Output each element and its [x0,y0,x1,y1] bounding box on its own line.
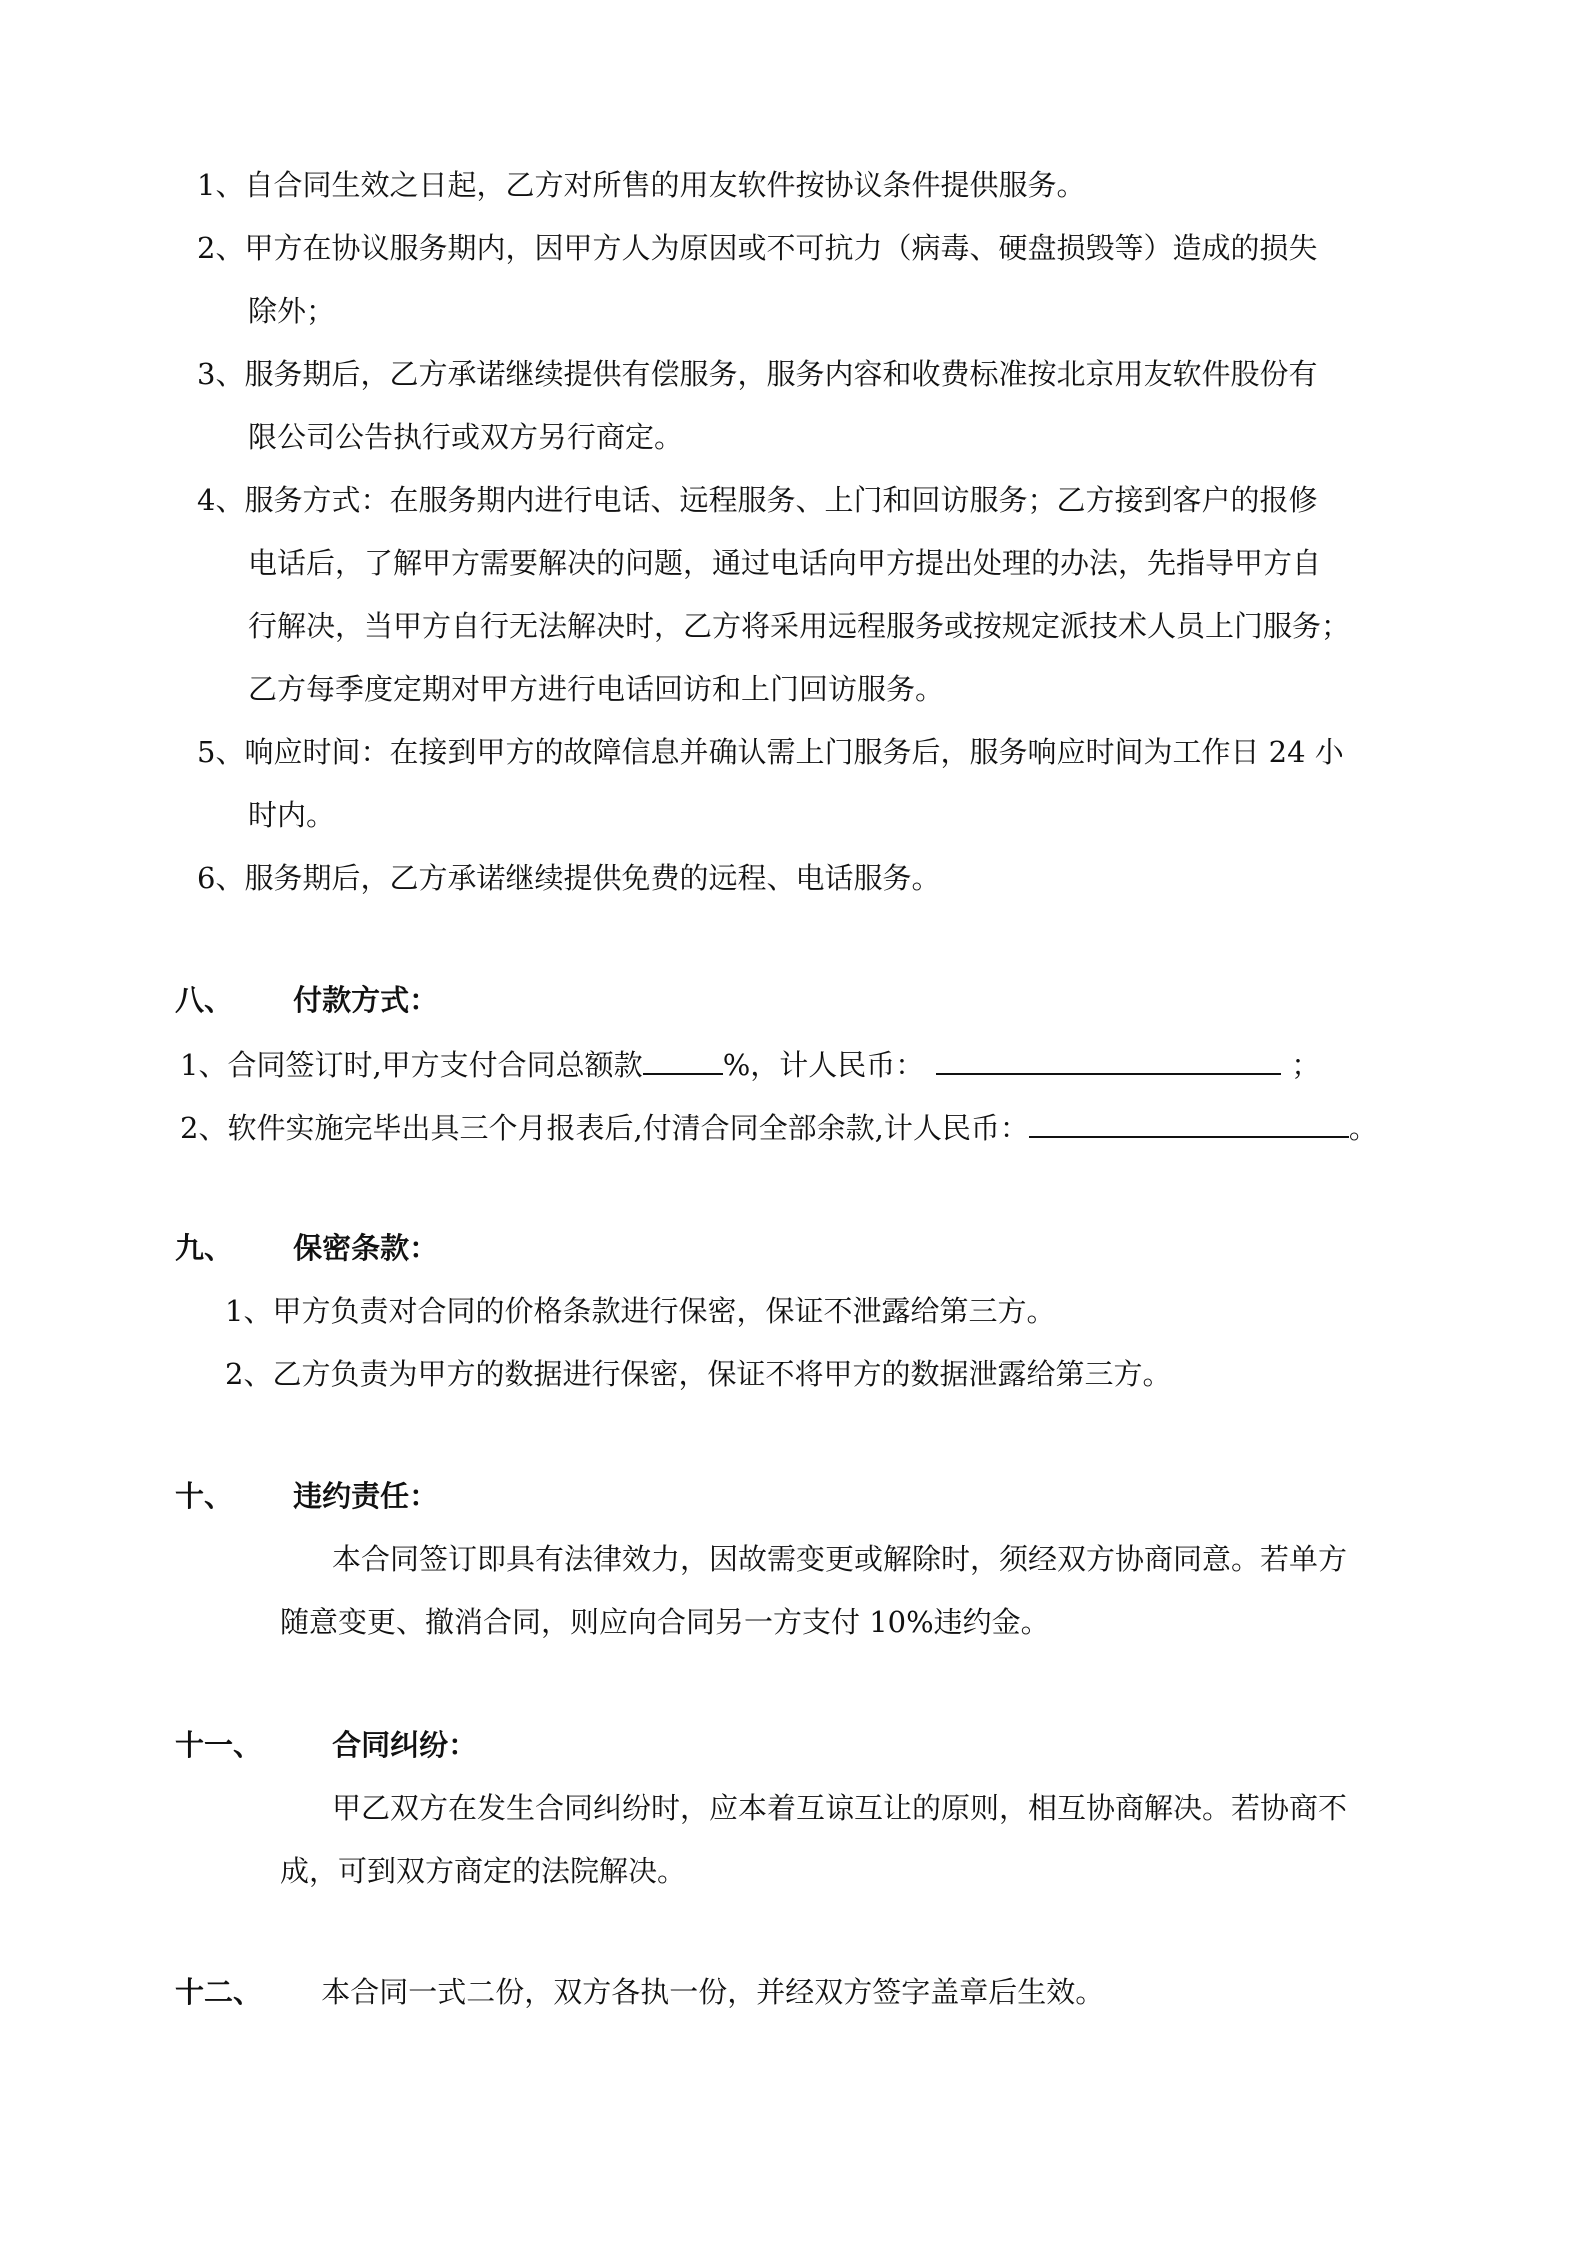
s7-item-5 [197,732,1344,772]
s8-heading [175,980,438,1020]
balance-blank [1029,1106,1349,1138]
item-number: 4、 [197,483,245,517]
s7-item-5-cont: 时内。 [248,798,336,832]
item-text: 服务方式：在服务期内进行电话、远程服务、上门和回访服务；乙方接到客户的报修 [244,483,1318,517]
section-title: 付款方式： [293,983,439,1017]
section-title: 合同纠纷： [332,1728,478,1762]
section-text: 本合同一式二份，双方各执一份，并经双方签字盖章后生效。 [321,1975,1105,2009]
s10-paragraph-line-2: 随意变更、撤消合同，则应向合同另一方支付 10%违约金。 [280,1605,1050,1639]
section-number: 十、 [175,1479,234,1513]
s7-item-4-cont-1: 电话后，了解甲方需要解决的问题，通过电话向甲方提出处理的办法，先指导甲方自 [248,546,1322,580]
item-text: 响应时间：在接到甲方的故障信息并确认需上门服务后，服务响应时间为工作日 24 小 [244,735,1344,769]
item-text-a: 合同签订时,甲方支付合同总额款 [227,1048,643,1082]
s10-paragraph-line-1: 本合同签订即具有法律效力，因故需变更或解除时，须经双方协商同意。若单方 [332,1542,1348,1576]
s7-item-4-cont-2: 行解决，当甲方自行无法解决时，乙方将采用远程服务或按规定派技术人员上门服务； [248,609,1351,643]
item-number: 6、 [197,861,245,895]
item-number: 1、 [197,168,245,202]
s12-clause [175,1972,1104,2012]
item-text: 乙方负责为甲方的数据进行保密，保证不将甲方的数据泄露给第三方。 [272,1357,1172,1391]
s7-item-3 [197,354,1317,394]
item-number: 2、 [225,1357,273,1391]
amount-blank [936,1043,1281,1075]
s7-item-3-cont: 限公司公告执行或双方另行商定。 [248,420,684,454]
s9-heading [175,1228,438,1268]
section-number: 八、 [175,983,234,1017]
s9-item-1 [225,1291,1055,1331]
item-text-b: 。 [1348,1111,1378,1145]
s11-paragraph-line-1: 甲乙双方在发生合同纠纷时，应本着互谅互让的原则，相互协商解决。若协商不 [332,1791,1348,1825]
s10-heading [175,1476,438,1516]
section-title: 保密条款： [293,1231,439,1265]
item-number: 2、 [180,1111,228,1145]
s8-item-2 [180,1106,1378,1146]
item-text: 自合同生效之日起，乙方对所售的用友软件按协议条件提供服务。 [244,168,1086,202]
item-text: 甲方负责对合同的价格条款进行保密，保证不泄露给第三方。 [272,1294,1056,1328]
s7-item-6 [197,858,940,898]
item-text: 服务期后，乙方承诺继续提供免费的远程、电话服务。 [244,861,941,895]
item-text: 甲方在协议服务期内，因甲方人为原因或不可抗力（病毒、硬盘损毁等）造成的损失 [244,231,1318,265]
item-number: 3、 [197,357,245,391]
section-number: 九、 [175,1231,234,1265]
s7-item-2-cont: 除外； [248,294,336,328]
item-number: 1、 [225,1294,273,1328]
s9-item-2 [225,1354,1171,1394]
item-text: 服务期后，乙方承诺继续提供有偿服务，服务内容和收费标准按北京用友软件股份有 [244,357,1318,391]
item-number: 2、 [197,231,245,265]
percent-blank [643,1043,723,1075]
section-number: 十二、 [175,1975,263,2009]
s7-item-1 [197,165,1085,205]
s11-paragraph-line-2: 成，可到双方商定的法院解决。 [280,1854,687,1888]
s8-item-1 [180,1043,1320,1083]
s7-item-4-cont-3: 乙方每季度定期对甲方进行电话回访和上门回访服务。 [248,672,945,706]
item-number: 1、 [180,1048,228,1082]
section-title: 违约责任： [293,1479,439,1513]
item-text-b: %，计人民币： [722,1048,925,1082]
s7-item-4 [197,480,1317,520]
item-text-a: 软件实施完毕出具三个月报表后,付清合同全部余款,计人民币： [227,1111,1029,1145]
item-number: 5、 [197,735,245,769]
section-number: 十一、 [175,1728,263,1762]
s7-item-2 [197,228,1317,268]
item-text-c: ； [1291,1048,1321,1082]
s11-heading [175,1725,477,1765]
